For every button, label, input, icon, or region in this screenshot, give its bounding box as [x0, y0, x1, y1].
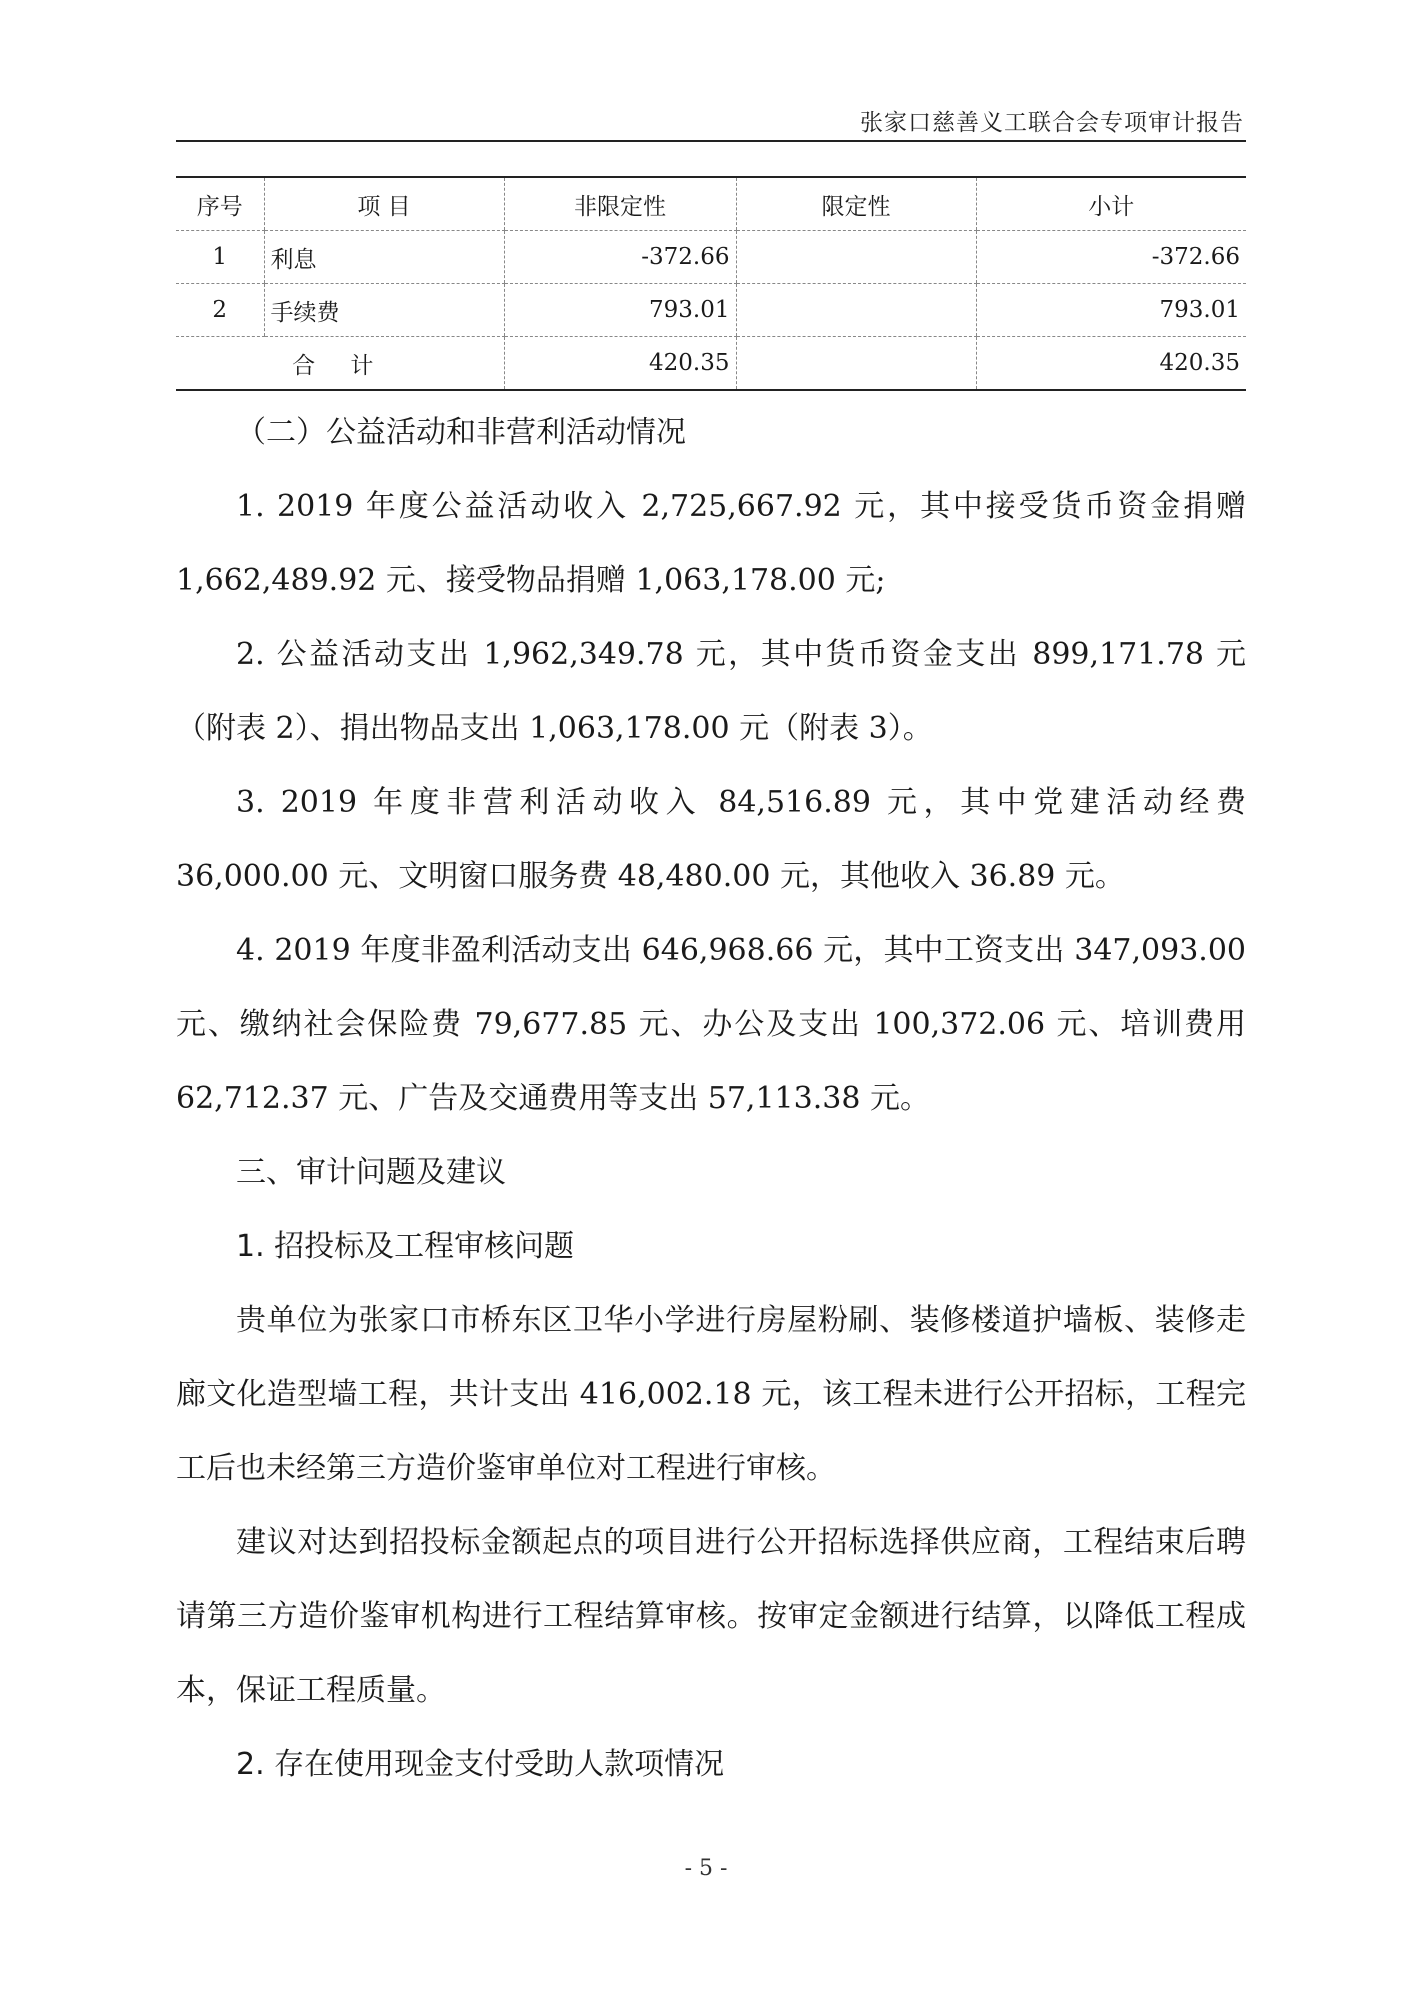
column-header-unrestricted: 非限定性 [504, 177, 736, 231]
table-row [176, 231, 1246, 284]
subsection-heading: 2. 存在使用现金支付受助人款项情况 [236, 1747, 725, 1782]
paragraph: 2. 公益活动支出 1,962,349.78 元，其中货币资金支出 899,171.78 元（附表 2）、捐出物品支出 1,063,178.00 元（附表 3）。 [176, 637, 1246, 746]
row-item: 利息 [264, 231, 504, 284]
row-item: 手续费 [264, 284, 504, 337]
paragraph: 1. 2019 年度公益活动收入 2,725,667.92 元，其中接受货币资金捐赠 1,662,489.92 元、接受物品捐赠 1,063,178.00 元; [176, 489, 1246, 598]
subsection-heading: 1. 招投标及工程审核问题 [236, 1229, 575, 1264]
total-restricted [736, 337, 976, 391]
row-no: 1 [176, 231, 264, 284]
table-header-row [176, 177, 1246, 231]
row-restricted [736, 284, 976, 337]
table-total-row [176, 337, 1246, 391]
paragraph: 3. 2019 年度非营利活动收入 84,516.89 元，其中党建活动经费 36,000.00 元、文明窗口服务费 48,480.00 元，其他收入 36.89 元。 [176, 785, 1246, 894]
column-header-subtotal: 小计 [976, 177, 1246, 231]
header-divider [176, 140, 1246, 142]
row-unrestricted: -372.66 [504, 231, 736, 284]
row-subtotal: 793.01 [976, 284, 1246, 337]
total-label: 合 计 [176, 337, 504, 391]
income-expense-table [176, 176, 1246, 391]
row-subtotal: -372.66 [976, 231, 1246, 284]
row-unrestricted: 793.01 [504, 284, 736, 337]
total-subtotal: 420.35 [976, 337, 1246, 391]
column-header-no: 序号 [176, 177, 264, 231]
report-header-title: 张家口慈善义工联合会专项审计报告 [860, 110, 1244, 136]
row-no: 2 [176, 284, 264, 337]
paragraph: 4. 2019 年度非盈利活动支出 646,968.66 元，其中工资支出 347,093.00 元、缴纳社会保险费 79,677.85 元、办公及支出 100,372.06 元、培训费用 62,712.37 元、广告及交通费用等支出 57,113.38 元。 [176, 933, 1246, 1116]
paragraph: 建议对达到招投标金额起点的项目进行公开招标选择供应商，工程结束后聘请第三方造价鉴审机构进行工程结算审核。按审定金额进行结算，以降低工程成本，保证工程质量。 [176, 1525, 1246, 1708]
page-number: - 5 - [684, 1856, 728, 1881]
row-restricted [736, 231, 976, 284]
section-heading: （二）公益活动和非营利活动情况 [236, 415, 686, 450]
report-body [176, 396, 1246, 1802]
paragraph: 贵单位为张家口市桥东区卫华小学进行房屋粉刷、装修楼道护墙板、装修走廊文化造型墙工程，共计支出 416,002.18 元，该工程未进行公开招标，工程完工后也未经第三方造价鉴审单位对工程进行审核。 [176, 1303, 1246, 1486]
table-row [176, 284, 1246, 337]
column-header-item: 项 目 [264, 177, 504, 231]
column-header-restricted: 限定性 [736, 177, 976, 231]
total-unrestricted: 420.35 [504, 337, 736, 391]
section-heading: 三、审计问题及建议 [236, 1155, 506, 1190]
